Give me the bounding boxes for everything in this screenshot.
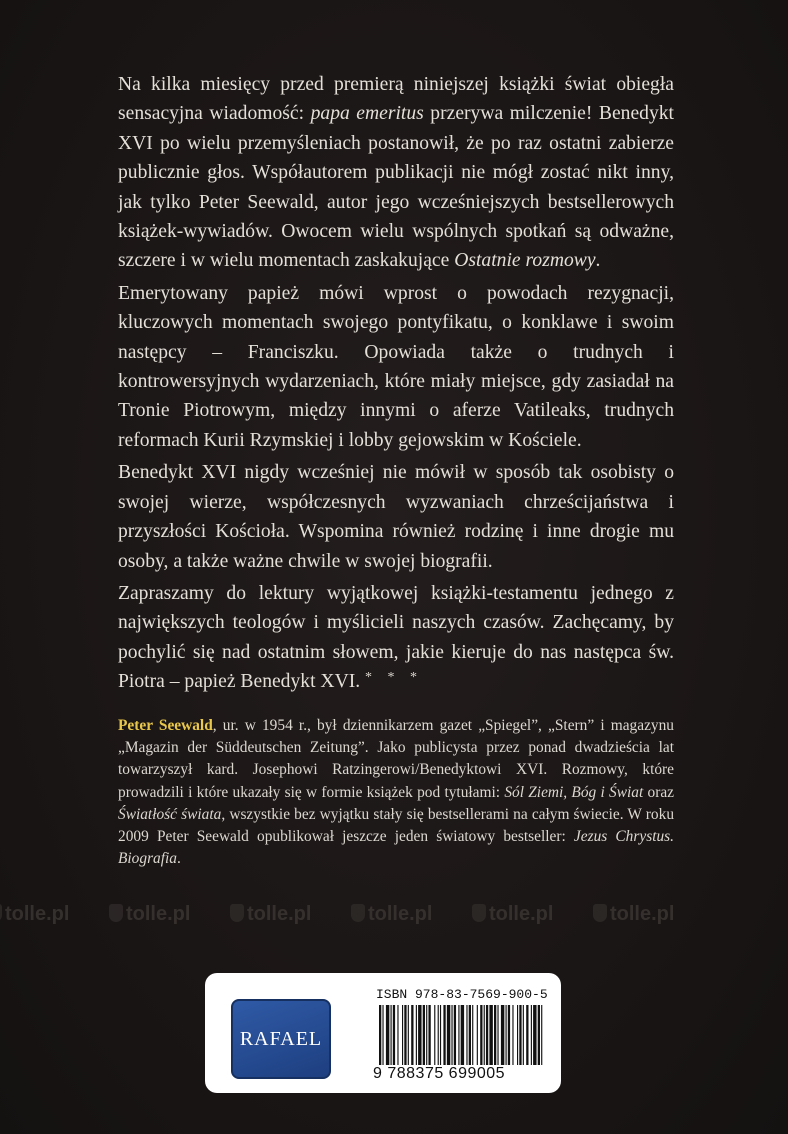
publisher-logo xyxy=(231,999,331,1079)
text-run: . xyxy=(595,250,601,272)
watermark-logo xyxy=(472,903,553,926)
barcode-bar xyxy=(386,1005,389,1065)
barcode-bar xyxy=(461,1005,464,1065)
barcode-bar xyxy=(508,1005,510,1065)
watermark-text: tolle.pl xyxy=(5,903,70,925)
barcode-bar xyxy=(382,1005,383,1065)
author-name: Peter Seewald xyxy=(118,717,213,734)
barcode-bar xyxy=(494,1005,496,1065)
barcode-bar xyxy=(397,1005,398,1065)
text-run: , ur. w 1954 r., był dziennikarzem gazet „Spiegel”, „Stern” i magazynu „Magazin der Süddeutschen Zeitung”. Jako publicysta przez ponad dwadzieścia lat towarzyszył kard. Josephowi Ratzingerowi/Benedyktowi XVI. Rozmowy, które prowadzili i które ukazały się w formie książek pod tytułami: xyxy=(118,717,674,801)
text-run: . xyxy=(177,850,181,868)
barcode-bar xyxy=(408,1005,409,1065)
barcode-bar xyxy=(466,1005,467,1065)
barcode-bar xyxy=(418,1005,421,1065)
barcode-bar xyxy=(526,1005,528,1065)
shield-icon xyxy=(472,904,486,922)
barcode-bar xyxy=(506,1005,507,1065)
barcode-bar xyxy=(440,1005,441,1065)
barcode-bar xyxy=(512,1005,513,1065)
barcode-bar xyxy=(423,1005,425,1065)
watermark-logo xyxy=(593,903,674,926)
barcode-bars xyxy=(377,1005,545,1067)
barcode xyxy=(377,1005,545,1067)
text-run: oraz xyxy=(643,783,674,801)
barcode-bar xyxy=(393,1005,395,1065)
watermark-text: tolle.pl xyxy=(368,903,433,925)
shield-icon xyxy=(109,904,123,922)
barcode-bar xyxy=(402,1005,403,1065)
barcode-bar xyxy=(489,1005,492,1065)
text-run: , wszystkie bez wyjątku stały się bestsellerami na całym świecie. W roku 2009 Peter Seewald opublikował jeszcze jeden światowy bestseller: xyxy=(118,805,675,846)
barcode-bar xyxy=(434,1005,435,1065)
barcode-bar xyxy=(517,1005,518,1065)
watermark-logo xyxy=(109,903,190,926)
watermark-text: tolle.pl xyxy=(610,903,675,925)
barcode-bar xyxy=(480,1005,482,1065)
barcode-bar xyxy=(477,1005,478,1065)
barcode-bar xyxy=(428,1005,430,1065)
barcode-bar xyxy=(443,1005,445,1065)
section-separator: * * * xyxy=(365,670,423,685)
barcode-bar xyxy=(541,1005,542,1065)
watermark-strip xyxy=(0,895,788,935)
watermark-logo xyxy=(230,903,311,926)
barcode-bar xyxy=(454,1005,456,1065)
barcode-bar xyxy=(447,1005,450,1065)
barcode-bar xyxy=(531,1005,532,1065)
barcode-bar xyxy=(391,1005,392,1065)
shield-icon xyxy=(593,904,607,922)
watermark-logo xyxy=(0,903,69,926)
barcode-bar xyxy=(451,1005,452,1065)
barcode-bar xyxy=(538,1005,540,1065)
blurb-paragraph-1 xyxy=(118,70,674,276)
watermark-logo xyxy=(351,903,432,926)
barcode-bar xyxy=(486,1005,488,1065)
barcode-bar xyxy=(404,1005,406,1065)
blurb-paragraph-3: Benedykt XVI nigdy wcześniej nie mówił w sposób tak osobisty o swojej wierze, współczesnych wyzwaniach chrześcijaństwa i przyszłości Kościoła. Wspomina również rodzinę i inne drogie mu osoby, a także ważne chwile w swojej biografii. xyxy=(118,462,674,572)
barcode-bar xyxy=(533,1005,536,1065)
text-run: Na kilka miesięcy przed premierą niniejszej książki świat obiegła sensacyjna wiadomość: xyxy=(118,74,674,125)
italic-title-run: Ostatnie rozmowy xyxy=(454,250,596,272)
barcode-bar xyxy=(426,1005,427,1065)
barcode-bar xyxy=(438,1005,439,1065)
italic-title-run: Jezus Chrystus. Biografia xyxy=(118,828,674,868)
barcode-number: 9 788375 699005 xyxy=(373,1065,506,1082)
shield-icon xyxy=(351,904,365,922)
barcode-bar xyxy=(497,1005,498,1065)
barcode-bar xyxy=(501,1005,504,1065)
watermark-text: tolle.pl xyxy=(247,903,312,925)
barcode-bar xyxy=(469,1005,471,1065)
barcode-bar xyxy=(379,1005,381,1065)
text-run: przerywa milczenie! Benedykt XVI po wielu przemyśleniach postanowił, że po raz ostatni zabierze publicznie głos. Współautorem publikacji nie mógł zostać nikt inny, jak tylko Peter Seewald, autor jego wcześniejszych bestsellerowych książek-wywiadów. Owocem wielu wspólnych spotkań są odważne, szczere i w wielu momentach zaskakujące xyxy=(118,103,674,272)
isbn-panel xyxy=(205,973,561,1093)
italic-title-run: papa emeritus xyxy=(310,103,424,125)
blurb-text xyxy=(118,70,674,700)
author-bio xyxy=(118,715,674,870)
watermark-text: tolle.pl xyxy=(126,903,191,925)
isbn-label: ISBN 978-83-7569-900-5 xyxy=(376,987,548,1002)
barcode-bar xyxy=(416,1005,417,1065)
blurb-paragraph-4: Zapraszamy do lektury wyjątkowej książki-testamentu jednego z największych teologów i myślicieli naszych czasów. Zachęcamy, by pochylić się nad ostatnim słowem, jakie kieruje do nas następca św. Piotra – papież Benedykt XVI. xyxy=(118,582,674,693)
barcode-bar xyxy=(484,1005,485,1065)
barcode-bar xyxy=(458,1005,459,1065)
barcode-bar xyxy=(411,1005,413,1065)
blurb-paragraph-2: Emerytowany papież mówi wprost o powodach rezygnacji, kluczowych momentach swojego pontyfikatu, o konklawe i swoim następcy – Franciszku. Opowiada także o trudnych i kontrowersyjnych wydarzeniach, które miały miejsce, gdy zasiadał na Tronie Piotrowym, między innymi o aferze Vatileaks, trudnych reformach Kurii Rzymskiej i lobby gejowskim w Kościele. xyxy=(118,282,674,451)
publisher-logo-text: RAFAEL xyxy=(239,1027,323,1050)
author-bio-paragraph xyxy=(118,715,674,870)
barcode-bar xyxy=(523,1005,524,1065)
barcode-bar xyxy=(519,1005,521,1065)
barcode-bar xyxy=(472,1005,473,1065)
author-bio-text xyxy=(118,717,674,867)
italic-title-run: Sól Ziemi, Bóg i Świat xyxy=(504,783,644,801)
watermark-text: tolle.pl xyxy=(489,903,554,925)
italic-title-run: Światłość świata xyxy=(118,805,222,823)
shield-icon xyxy=(230,904,244,922)
shield-icon xyxy=(0,904,2,922)
